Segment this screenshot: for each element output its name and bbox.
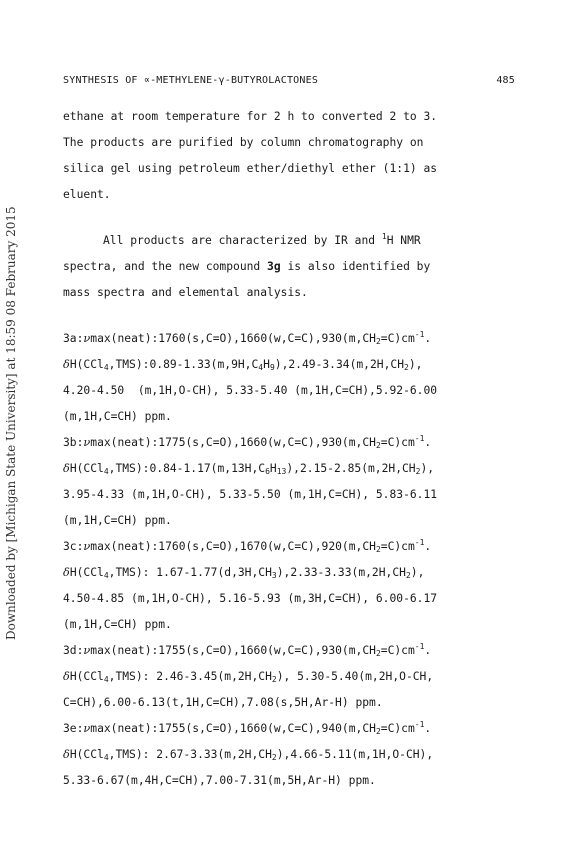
data-3e-line-3: 5.33-6.67(m,4H,C=CH),7.00-7.31(m,5H,Ar-H) ppm. <box>63 774 376 787</box>
para2-line-3: mass spectra and elemental analysis. <box>63 286 308 299</box>
data-3a-line-3: 4.20-4.50 (m,1H,O-CH), 5.33-5.40 (m,1H,C=CH),5.92-6.00 <box>63 384 438 397</box>
data-3c-line-4: (m,1H,C=CH) ppm. <box>63 618 172 631</box>
para1-line-4: eluent. <box>63 188 111 201</box>
header-title: SYNTHESIS OF ∝-METHYLENE-γ-BUTYROLACTONES <box>63 75 319 86</box>
para2-line-1: All products are characterized by IR and $^1$H NMR <box>103 232 421 247</box>
para1-line-1: ethane at room temperature for 2 h to converted 2 to 3. <box>63 110 438 123</box>
data-3b-nmr: $\delta H(CCl_4,TMS):0.84-1.17(m,13H,C_6H_{13}),2.15-2.85(m,2H,CH_2)$, <box>63 462 435 476</box>
running-header <box>63 75 515 86</box>
data-3e-nmr: δH(CCl$_4$,TMS): $2.67-3.33(m,2H,CH_2),4.66-5.11(m,1H,O-CH)$, <box>63 748 434 762</box>
data-3c-ir: $3c:\nu\max(neat):1760(s,C=O),1670(w,C=C),920(m,CH_2=C)cm^{-1}$. <box>63 538 432 554</box>
data-3d-nmr: δH(CCl$_4$,TMS): $2.46-3.45(m,2H,CH_2)$, 5.30-5.40(m,2H,O-CH, <box>63 670 434 684</box>
data-3d-ir: $3d:\nu\max(neat):1755(s,C=O),1660(w,C=C),930(m,CH_2=C)cm^{-1}$. <box>63 642 432 658</box>
para1-line-2: The products are purified by column chromatography on <box>63 136 424 149</box>
spacer <box>63 208 515 228</box>
data-3c-nmr: δH(CCl$_4$,TMS): $1.67-1.77(d,3H,CH_3),2.33-3.33(m,2H,CH_2)$, <box>63 566 425 580</box>
data-3b-ir: $3b:\nu\max(neat):1775(s,C=O),1660(w,C=C),930(m,CH_2=C)cm^{-1}$. <box>63 434 432 450</box>
data-3b-line-3: 3.95-4.33 (m,1H,O-CH), 5.33-5.50 (m,1H,C=CH), 5.83-6.11 <box>63 488 438 501</box>
data-3d-line-3: C=CH),6.00-6.13(t,1H,C=CH),7.08(s,5H,Ar-H) ppm. <box>63 696 383 709</box>
data-3a-line-4: (m,1H,C=CH) ppm. <box>63 410 172 423</box>
download-watermark: Downloaded by [Michigan State University] at 18:59 08 February 2015 <box>4 206 18 640</box>
para1-line-3: silica gel using petroleum ether/diethyl ether (1:1) as <box>63 162 438 175</box>
data-3e-ir: $3e:\nu\max(neat):1755(s,C=O),1660(w,C=C),940(m,CH_2=C)cm^{-1}$. <box>63 720 432 736</box>
data-3b-line-4: (m,1H,C=CH) ppm. <box>63 514 172 527</box>
data-3a-ir: $3a:\nu\max(neat):1760(s,C=O),1660(w,C=C),930(m,CH_2=C)cm^{-1}$. <box>63 330 432 346</box>
data-3a-nmr: $\delta H(CCl_4,TMS):0.89-1.33(m,9H,C_4H_9),2.49-3.34(m,2H,CH_2)$, <box>63 358 423 372</box>
para2-line-2: spectra, and the new compound 3g is also identified by <box>63 260 431 273</box>
page-number: 485 <box>496 75 515 86</box>
text-body <box>63 104 515 794</box>
spacer <box>63 306 515 326</box>
data-3c-line-3: 4.50-4.85 (m,1H,O-CH), 5.16-5.93 (m,3H,C=CH), 6.00-6.17 <box>63 592 438 605</box>
